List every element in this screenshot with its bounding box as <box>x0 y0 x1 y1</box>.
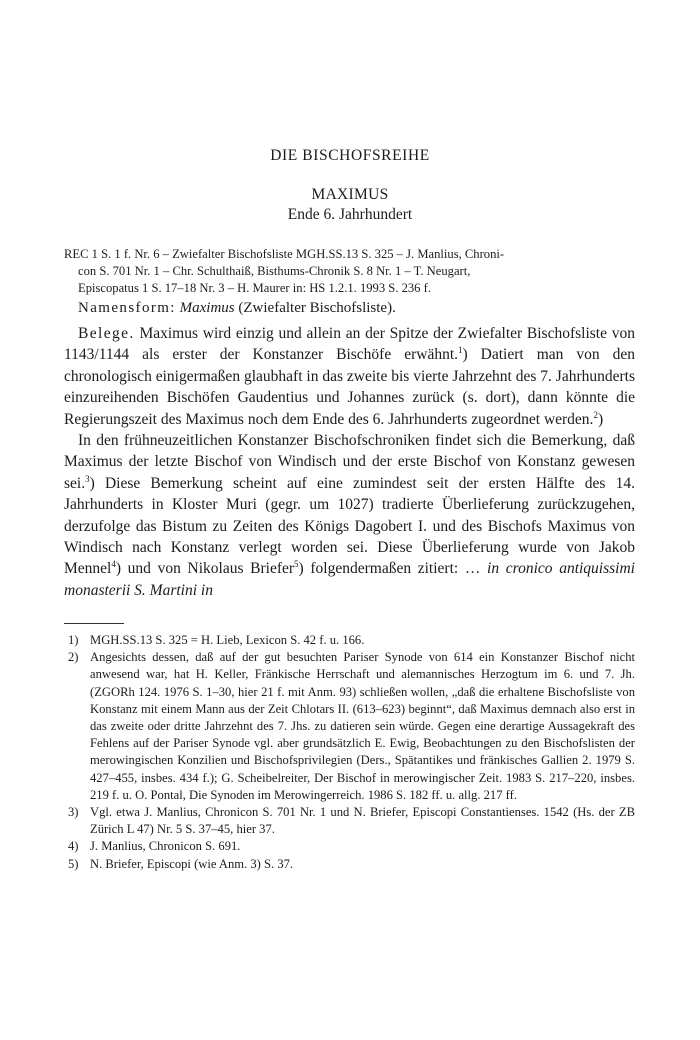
footnote <box>64 804 635 838</box>
footnote-ref[interactable]: 4 <box>111 559 116 570</box>
footnotes <box>64 632 635 873</box>
text-run: ) Datiert man von den chronologisch einigermaßen glaubhaft in das zweite bis vierte Jahrzehnt des 7. Jahrhunderts einzureihenden Bischöfen Gaudentius und Johannes zurück (s. dort), dann könnte die Regierungszeit des Maximus noch dem Ende des 6. Jahrhunderts zugeordnet werden. <box>64 346 635 428</box>
footnote-mark: 4) <box>68 839 79 854</box>
footnote-mark: 5) <box>68 856 79 871</box>
text-run: In den frühneuzeitlichen Konstanzer Bischofschroniken findet sich die Bemerkung, daß Maximus der letzte Bischof von Windisch und der erste Bischof von Konstanz gewesen sei. <box>64 432 635 492</box>
footnote-ref[interactable]: 3 <box>85 473 90 484</box>
chapter-title: DIE BISCHOFSREIHE <box>270 147 430 164</box>
name-form-source: (Zwiefalter Bischofsliste). <box>234 299 396 316</box>
footnote <box>64 632 635 649</box>
footnote-mark: 1) <box>68 633 79 647</box>
footnote <box>64 649 635 804</box>
bishop-name: MAXIMUS <box>311 186 389 203</box>
text-run: ) <box>597 410 604 428</box>
text-run: Maximus wird einzig und allein an der Spitze der Zwiefalter Bischofsliste von 1143/1144 als erster der Konstanzer Bischöfe erwähnt. <box>64 325 635 364</box>
text-run: ) folgendermaßen zitiert: … <box>298 560 488 578</box>
footnote-text: MGH.SS.13 S. 325 = H. Lieb, Lexicon S. 42 f. u. 166. <box>90 633 365 647</box>
sources-line: Episcopatus 1 S. 17–18 Nr. 3 – H. Maurer in: HS 1.2.1. 1993 S. 236 f. <box>78 281 431 296</box>
footnote-ref[interactable]: 2 <box>593 409 598 420</box>
footnote-mark: 3) <box>68 805 79 820</box>
text-run: ) Diese Bemerkung scheint auf eine zumindest seit der ersten Hälfte des 14. Jahrhunderts in Kloster Muri (gegr. um 1027) tradierte Überlieferung zurückzugehen, derzufolge das Bistum zu Zeiten des Königs Dagobert I. und des Bischofs Maximus von Windisch nach Konstanz verlegt worden sei. Diese Überlieferung wurde von Jakob Mennel <box>64 474 635 578</box>
paragraph <box>64 430 635 601</box>
footnote-ref[interactable]: 5 <box>294 559 299 570</box>
footnote <box>64 838 635 855</box>
footnote-text: Vgl. etwa J. Manlius, Chronicon S. 701 Nr. 1 und N. Briefer, Episcopi Constantienses. 1542 (Hs. der ZB Zürich L 47) Nr. 5 S. 37–45, hier 37. <box>90 805 635 837</box>
name-form-label: Namensform: <box>78 299 176 316</box>
footnote-text: J. Manlius, Chronicon S. 691. <box>90 839 241 854</box>
footnote-mark: 2) <box>68 650 79 665</box>
main-text <box>64 323 635 601</box>
paragraph <box>64 323 635 430</box>
text-run: ) und von Nikolaus Briefer <box>115 560 295 578</box>
sources-line: REC 1 S. 1 f. Nr. 6 – Zwiefalter Bischofsliste MGH.SS.13 S. 325 – J. Manlius, Chroni- <box>64 247 505 261</box>
name-form-value: Maximus <box>179 299 235 316</box>
footnote-ref[interactable]: 1 <box>458 345 463 356</box>
sources-block <box>64 246 635 318</box>
sources-line: con S. 701 Nr. 1 – Chr. Schulthaiß, Bisthums-Chronik S. 8 Nr. 1 – T. Neugart, <box>78 264 471 279</box>
footnote-text: Angesichts dessen, daß auf der gut besuchten Pariser Synode von 614 ein Konstanzer Bischof nicht anwesend war, hat H. Keller, Fränkische Herrschaft und alemannisches Herzogtum im 6. und 7. Jh. (ZGORh 124. 1976 S. 1–30, hier 21 f. mit Anm. 93) schließen wollen, „daß die erhaltene Bischofsliste von Konstanz mit einem Mann aus der Zeit Chlotars II. (613–623) beginnt“, daß Maximus demnach also erst in das zweite oder dritte Jahrzehnt des 7. Jhs. zu datieren sein würde. Gegen eine derartige Aussagekraft des Fehlens auf der Pariser Synode vgl. aber grundsätzlich E. Ewig, Beobachtungen zu den Bischofslisten der merowingischen Konzilien und Bischofsprivilegien (Ders., Spätantikes und fränkisches Gallien 2. 1979 S. 427–455, insbes. 434 f.); G. Scheibelreiter, Der Bischof in merowingischer Zeit. 1983 S. 217–220, insbes. 219 f. u. O. Pontal, Die Synoden im Merowingerreich. 1986 S. 182 ff. u. allg. 217 ff. <box>90 650 635 802</box>
bishop-period: Ende 6. Jahrhundert <box>287 206 413 223</box>
footnote-text: N. Briefer, Episcopi (wie Anm. 3) S. 37. <box>90 856 294 871</box>
name-form <box>64 299 635 318</box>
latin-quote: in cronico antiquissimi monasterii S. Martini in <box>64 560 635 599</box>
footnote-separator <box>64 623 124 624</box>
section-label: Belege. <box>78 325 135 342</box>
footnote <box>64 856 635 873</box>
